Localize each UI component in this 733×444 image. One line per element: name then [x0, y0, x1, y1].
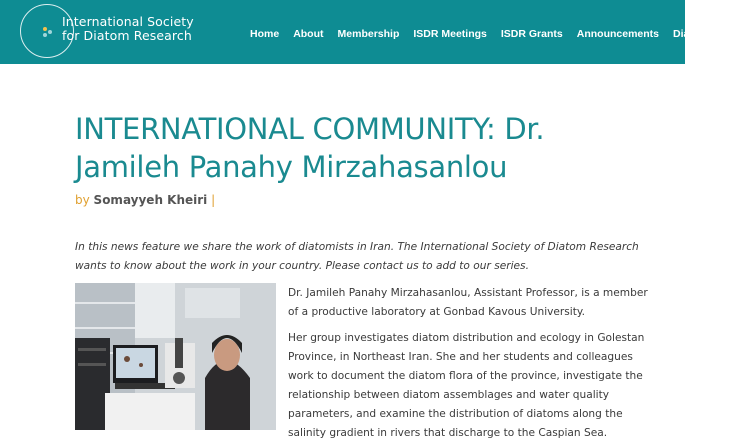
- nav-about[interactable]: About: [293, 28, 324, 40]
- author-link[interactable]: Somayyeh Kheiri: [93, 193, 208, 207]
- nav-membership[interactable]: Membership: [337, 28, 400, 40]
- nav-home[interactable]: Home: [250, 28, 280, 40]
- article-byline: [75, 193, 215, 207]
- logo-line-1: International Society: [62, 14, 194, 29]
- lab-photo: [75, 283, 276, 430]
- article-title: INTERNATIONAL COMMUNITY: Dr. Jamileh Panahy Mirzahasanlou: [75, 112, 545, 184]
- site-logo-text[interactable]: [62, 15, 194, 43]
- site-header: [0, 0, 720, 64]
- byline-separator: |: [211, 193, 216, 207]
- byline-by: by: [75, 193, 90, 207]
- article-paragraph-2: Her group investigates diatom distribution and ecology in Golestan Province, in Northeast Iran. She and her students and colleagues work to document the diatom flora of the province, investigate the relationship between diatom assemblages and water quality parameters, and examine the distribution of diatoms along the salinity gradient in rivers that discharge to the Caspian Sea.: [288, 332, 645, 439]
- article-paragraph-1: Dr. Jamileh Panahy Mirzahasanlou, Assistant Professor, is a member of a productive laboratory at Gonbad Kavous University.: [288, 287, 648, 318]
- nav-isdr-meetings[interactable]: ISDR Meetings: [413, 28, 487, 40]
- nav-diatom-c[interactable]: Diatom C: [673, 28, 720, 40]
- lab-photo-illustration: [75, 283, 276, 430]
- main-nav: [250, 28, 733, 42]
- nav-isdr-grants[interactable]: ISDR Grants: [500, 28, 563, 40]
- article-intro: In this news feature we share the work of diatomists in Iran. The International Society of Diatom Research wants to know about the work in your country. Please contact us to add to our series.: [75, 241, 639, 272]
- logo-line-2: for Diatom Research: [62, 28, 192, 43]
- nav-announcements[interactable]: Announcements: [576, 28, 660, 40]
